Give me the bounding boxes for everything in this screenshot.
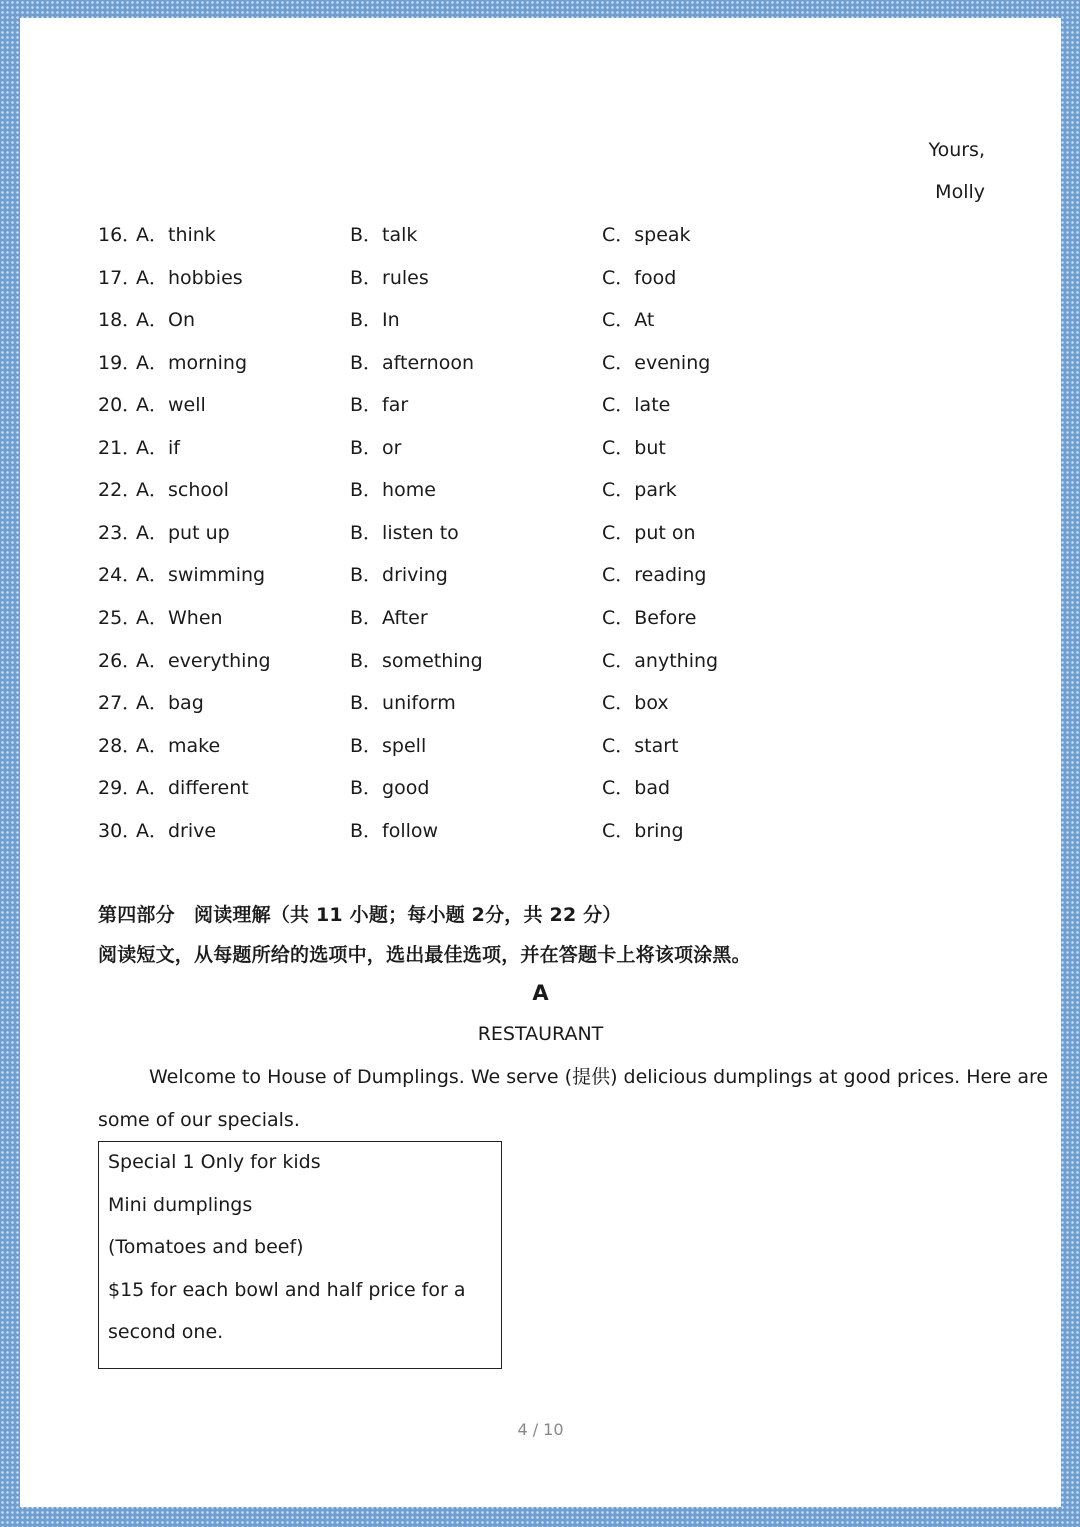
option-c: C．start [602,734,679,757]
question-number: 16． [98,224,142,246]
special-price: $15 for each bowl and half price for a [108,1279,466,1301]
passage-intro-line1: Welcome to House of Dumplings. We serve (提供) delicious dumplings at good prices. Here are [149,1066,1049,1088]
option-c: C．speak [602,224,691,246]
question-number: 28． [98,734,142,757]
passage-intro-line2: some of our specials. [98,1109,300,1131]
option-c: C．evening [602,351,711,374]
option-b: B．good [350,777,430,800]
option-a: A．hobbies [136,266,243,289]
option-a: A．well [136,394,206,417]
closing-yours: Yours, [928,139,985,161]
option-b: B．listen to [350,521,459,544]
option-a: A．drive [136,819,217,842]
question-row [20,606,1061,634]
question-row [20,776,1061,804]
option-a: A．think [136,224,216,246]
question-row [20,734,1061,762]
special-box [98,1141,502,1369]
option-a: A．swimming [136,564,266,587]
question-row [20,691,1061,719]
option-c: C．bring [602,819,684,842]
question-number: 29． [98,777,142,800]
question-number: 19． [98,351,142,374]
passage-letter: A [532,981,549,1005]
special-price-cont: second one. [108,1321,224,1343]
question-number: 18． [98,309,142,332]
option-a: A．bag [136,692,204,715]
option-c: C．put on [602,521,696,544]
option-a: A．When [136,606,223,629]
option-a: A．everything [136,649,271,672]
option-a: A．different [136,777,249,800]
question-number: 30． [98,819,142,842]
question-row [20,223,1061,251]
document-page [20,18,1061,1507]
question-number: 26． [98,649,142,672]
option-a: A．put up [136,521,230,544]
question-number: 22． [98,479,142,502]
option-a: A．morning [136,351,248,374]
option-c: C．Before [602,606,697,629]
option-b: B．home [350,479,436,502]
closing-signature: Molly [935,181,985,203]
option-b: B．uniform [350,692,456,715]
option-c: C．park [602,479,677,502]
question-row [20,308,1061,336]
special-ingredients: (Tomatoes and beef) [108,1236,304,1258]
option-c: C．anything [602,649,719,672]
option-c: C．but [602,436,666,459]
option-c: C．box [602,692,669,715]
question-number: 25． [98,606,142,629]
option-c: C．bad [602,777,671,800]
question-number: 27． [98,692,142,715]
question-row [20,521,1061,549]
option-b: B．afternoon [350,351,474,374]
option-c: C．reading [602,564,707,587]
question-number: 24． [98,564,142,587]
passage-title: RESTAURANT [477,1023,604,1045]
question-row [20,563,1061,591]
question-row [20,478,1061,506]
question-number: 23． [98,521,142,544]
option-c: C．At [602,309,655,332]
page-number: 4 / 10 [517,1420,564,1439]
special-heading: Special 1 Only for kids [108,1151,321,1173]
question-number: 20． [98,394,142,417]
option-b: B．rules [350,266,429,289]
option-a: A．On [136,309,195,332]
option-b: B．After [350,606,428,629]
question-number: 17． [98,266,142,289]
question-row [20,436,1061,464]
option-c: C．food [602,266,677,289]
question-row [20,393,1061,421]
option-b: B．something [350,649,483,672]
question-row [20,649,1061,677]
option-a: A．school [136,479,229,502]
special-item: Mini dumplings [108,1194,253,1216]
question-row [20,266,1061,294]
option-b: B．driving [350,564,448,587]
option-b: B．follow [350,819,439,842]
section-title: 第四部分 阅读理解（共 11 小题；每小题 2分，共 22 分） [98,904,622,926]
section-instruction: 阅读短文，从每题所给的选项中，选出最佳选项，并在答题卡上将该项涂黑。 [98,944,751,966]
option-a: A．make [136,734,221,757]
option-b: B．In [350,309,400,332]
option-b: B．spell [350,734,427,757]
option-b: B．or [350,436,402,459]
question-number: 21． [98,436,142,459]
option-a: A．if [136,436,180,459]
option-c: C．late [602,394,671,417]
option-b: B．far [350,394,409,417]
question-row [20,351,1061,379]
question-row [20,819,1061,847]
option-b: B．talk [350,224,418,246]
